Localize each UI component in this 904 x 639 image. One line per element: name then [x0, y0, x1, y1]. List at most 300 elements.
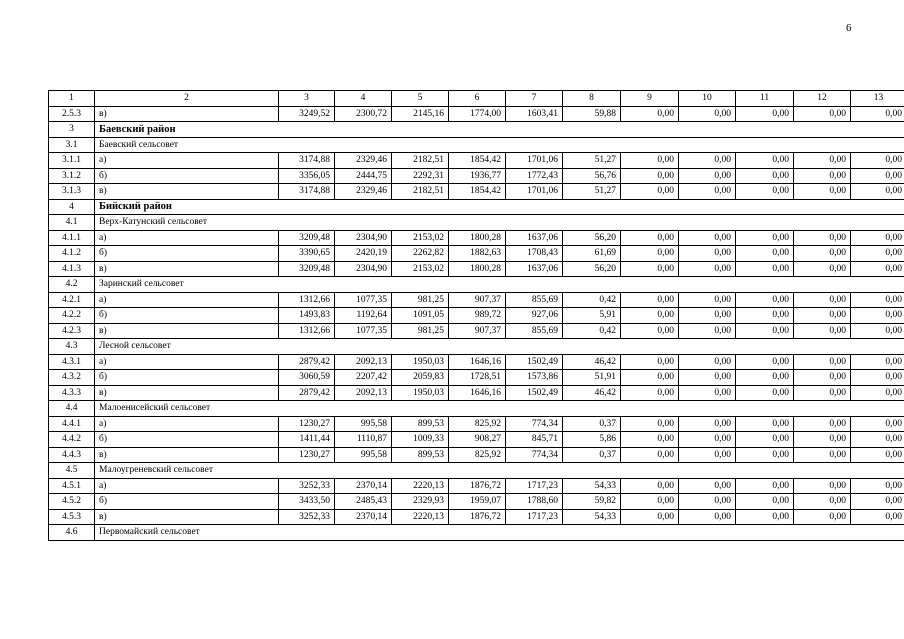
row-label-cell: а)	[95, 292, 279, 308]
value-cell: 2879,42	[279, 385, 335, 401]
value-cell: 0,00	[621, 509, 679, 525]
value-cell: 3390,65	[279, 246, 335, 262]
value-cell: 0,00	[679, 323, 736, 339]
value-cell: 1788,60	[506, 494, 563, 510]
value-cell: 0,00	[794, 509, 851, 525]
value-cell: 0,00	[851, 323, 904, 339]
value-cell: 0,00	[794, 292, 851, 308]
column-number-cell: 1	[49, 91, 95, 107]
value-cell: 1091,05	[392, 308, 449, 324]
value-cell: 2485,43	[335, 494, 392, 510]
value-cell: 1573,86	[506, 370, 563, 386]
council-row	[49, 277, 904, 293]
value-cell: 2329,93	[392, 494, 449, 510]
value-cell: 0,00	[851, 168, 904, 184]
value-cell: 927,06	[506, 308, 563, 324]
value-cell: 3174,88	[279, 184, 335, 200]
row-code-cell: 4.5	[49, 463, 95, 479]
column-number-cell: 13	[851, 91, 904, 107]
value-cell: 1646,16	[449, 385, 506, 401]
value-cell: 981,25	[392, 323, 449, 339]
row-code-cell: 4.2.1	[49, 292, 95, 308]
value-cell: 825,92	[449, 416, 506, 432]
value-cell: 2304,90	[335, 230, 392, 246]
value-cell: 0,42	[563, 292, 621, 308]
row-label-cell: а)	[95, 354, 279, 370]
value-cell: 0,00	[851, 432, 904, 448]
value-cell: 2182,51	[392, 184, 449, 200]
value-cell: 1502,49	[506, 354, 563, 370]
value-cell: 54,33	[563, 478, 621, 494]
value-cell: 0,37	[563, 447, 621, 463]
value-cell: 1717,23	[506, 478, 563, 494]
value-cell: 1854,42	[449, 184, 506, 200]
value-cell: 51,27	[563, 184, 621, 200]
council-row	[49, 401, 904, 417]
value-cell: 1110,87	[335, 432, 392, 448]
value-cell: 0,00	[736, 354, 794, 370]
value-cell: 1637,06	[506, 261, 563, 277]
value-cell: 0,00	[736, 292, 794, 308]
value-cell: 1959,07	[449, 494, 506, 510]
council-name-cell: Первомайский сельсовет	[95, 525, 904, 541]
value-cell: 855,69	[506, 323, 563, 339]
district-name-cell: Баевский район	[95, 122, 904, 138]
table-row	[49, 106, 904, 122]
table-row	[49, 447, 904, 463]
value-cell: 0,00	[851, 478, 904, 494]
value-cell: 1077,35	[335, 292, 392, 308]
page-number: 6	[846, 22, 852, 34]
value-cell: 899,53	[392, 416, 449, 432]
table-row	[49, 308, 904, 324]
value-cell: 0,00	[794, 323, 851, 339]
row-code-cell: 4.4.1	[49, 416, 95, 432]
value-cell: 0,00	[851, 354, 904, 370]
value-cell: 989,72	[449, 308, 506, 324]
value-cell: 2059,83	[392, 370, 449, 386]
row-code-cell: 3.1	[49, 137, 95, 153]
column-number-cell: 7	[506, 91, 563, 107]
value-cell: 1774,00	[449, 106, 506, 122]
row-label-cell: в)	[95, 385, 279, 401]
value-cell: 845,71	[506, 432, 563, 448]
value-cell: 51,91	[563, 370, 621, 386]
row-label-cell: б)	[95, 168, 279, 184]
column-number-cell: 4	[335, 91, 392, 107]
council-name-cell: Верх-Катунский сельсовет	[95, 215, 904, 231]
district-row	[49, 122, 904, 138]
row-code-cell: 4.3.2	[49, 370, 95, 386]
value-cell: 0,00	[679, 292, 736, 308]
value-cell: 0,00	[851, 385, 904, 401]
table-row	[49, 184, 904, 200]
value-cell: 2420,19	[335, 246, 392, 262]
council-row	[49, 463, 904, 479]
value-cell: 0,00	[621, 478, 679, 494]
value-cell: 0,00	[621, 494, 679, 510]
value-cell: 1708,43	[506, 246, 563, 262]
value-cell: 1637,06	[506, 230, 563, 246]
row-label-cell: в)	[95, 261, 279, 277]
value-cell: 1411,44	[279, 432, 335, 448]
value-cell: 0,42	[563, 323, 621, 339]
value-cell: 0,00	[621, 416, 679, 432]
value-cell: 2879,42	[279, 354, 335, 370]
value-cell: 0,00	[794, 168, 851, 184]
value-cell: 0,00	[679, 168, 736, 184]
row-code-cell: 4.2	[49, 277, 95, 293]
value-cell: 0,00	[794, 370, 851, 386]
value-cell: 0,00	[679, 153, 736, 169]
table-row	[49, 385, 904, 401]
value-cell: 0,00	[621, 106, 679, 122]
value-cell: 3252,33	[279, 509, 335, 525]
value-cell: 0,00	[679, 385, 736, 401]
value-cell: 0,00	[621, 308, 679, 324]
value-cell: 0,00	[679, 106, 736, 122]
value-cell: 0,00	[851, 246, 904, 262]
value-cell: 0,00	[679, 447, 736, 463]
value-cell: 51,27	[563, 153, 621, 169]
value-cell: 981,25	[392, 292, 449, 308]
row-label-cell: а)	[95, 153, 279, 169]
value-cell: 0,00	[851, 230, 904, 246]
council-name-cell: Лесной сельсовет	[95, 339, 904, 355]
row-code-cell: 4.4.3	[49, 447, 95, 463]
column-number-row	[49, 91, 904, 107]
tariff-table	[48, 90, 904, 541]
value-cell: 0,00	[621, 354, 679, 370]
value-cell: 3174,88	[279, 153, 335, 169]
value-cell: 0,00	[851, 370, 904, 386]
value-cell: 0,00	[736, 432, 794, 448]
value-cell: 907,37	[449, 292, 506, 308]
value-cell: 0,00	[621, 184, 679, 200]
column-number-cell: 9	[621, 91, 679, 107]
value-cell: 2220,13	[392, 478, 449, 494]
value-cell: 995,58	[335, 416, 392, 432]
district-row	[49, 199, 904, 215]
table-row	[49, 416, 904, 432]
value-cell: 0,00	[679, 184, 736, 200]
row-code-cell: 4.5.2	[49, 494, 95, 510]
council-name-cell: Малоенисейский сельсовет	[95, 401, 904, 417]
value-cell: 0,00	[679, 230, 736, 246]
row-code-cell: 4.5.1	[49, 478, 95, 494]
value-cell: 2329,46	[335, 184, 392, 200]
value-cell: 0,00	[621, 385, 679, 401]
column-number-cell: 12	[794, 91, 851, 107]
value-cell: 54,33	[563, 509, 621, 525]
council-row	[49, 339, 904, 355]
value-cell: 0,00	[736, 416, 794, 432]
value-cell: 1800,28	[449, 261, 506, 277]
row-label-cell: б)	[95, 246, 279, 262]
row-code-cell: 2.5.3	[49, 106, 95, 122]
value-cell: 0,00	[794, 153, 851, 169]
value-cell: 0,00	[621, 230, 679, 246]
value-cell: 1936,77	[449, 168, 506, 184]
row-code-cell: 4.5.3	[49, 509, 95, 525]
row-code-cell: 4.4	[49, 401, 95, 417]
value-cell: 1493,83	[279, 308, 335, 324]
value-cell: 3209,48	[279, 230, 335, 246]
value-cell: 0,00	[679, 432, 736, 448]
value-cell: 0,00	[794, 478, 851, 494]
value-cell: 907,37	[449, 323, 506, 339]
value-cell: 0,00	[679, 308, 736, 324]
value-cell: 0,00	[736, 370, 794, 386]
row-code-cell: 4.4.2	[49, 432, 95, 448]
row-label-cell: б)	[95, 494, 279, 510]
row-label-cell: а)	[95, 230, 279, 246]
value-cell: 0,00	[794, 184, 851, 200]
value-cell: 0,00	[851, 153, 904, 169]
value-cell: 3060,59	[279, 370, 335, 386]
council-name-cell: Малоугреневский сельсовет	[95, 463, 904, 479]
value-cell: 0,00	[736, 106, 794, 122]
value-cell: 0,00	[736, 246, 794, 262]
value-cell: 0,00	[736, 509, 794, 525]
value-cell: 1876,72	[449, 478, 506, 494]
value-cell: 0,00	[736, 153, 794, 169]
table-row	[49, 478, 904, 494]
value-cell: 0,00	[621, 153, 679, 169]
council-row	[49, 215, 904, 231]
value-cell: 2300,72	[335, 106, 392, 122]
value-cell: 0,00	[851, 106, 904, 122]
value-cell: 0,00	[794, 246, 851, 262]
row-label-cell: в)	[95, 106, 279, 122]
column-number-cell: 6	[449, 91, 506, 107]
table-row	[49, 354, 904, 370]
value-cell: 1701,06	[506, 184, 563, 200]
row-code-cell: 3.1.3	[49, 184, 95, 200]
value-cell: 1009,33	[392, 432, 449, 448]
value-cell: 0,00	[736, 184, 794, 200]
value-cell: 0,00	[851, 494, 904, 510]
value-cell: 0,00	[679, 354, 736, 370]
district-name-cell: Бийский район	[95, 199, 904, 215]
value-cell: 56,20	[563, 230, 621, 246]
value-cell: 0,00	[794, 385, 851, 401]
value-cell: 1800,28	[449, 230, 506, 246]
value-cell: 59,88	[563, 106, 621, 122]
table-body	[49, 91, 904, 541]
value-cell: 0,00	[794, 354, 851, 370]
column-number-cell: 10	[679, 91, 736, 107]
value-cell: 2370,14	[335, 509, 392, 525]
value-cell: 0,00	[621, 292, 679, 308]
value-cell: 0,00	[794, 308, 851, 324]
value-cell: 0,00	[621, 447, 679, 463]
row-code-cell: 3.1.2	[49, 168, 95, 184]
value-cell: 1502,49	[506, 385, 563, 401]
value-cell: 825,92	[449, 447, 506, 463]
column-number-cell: 8	[563, 91, 621, 107]
value-cell: 0,00	[621, 246, 679, 262]
table-row	[49, 261, 904, 277]
value-cell: 0,00	[679, 509, 736, 525]
value-cell: 0,00	[621, 432, 679, 448]
value-cell: 0,00	[794, 106, 851, 122]
value-cell: 899,53	[392, 447, 449, 463]
value-cell: 2153,02	[392, 230, 449, 246]
value-cell: 0,00	[851, 447, 904, 463]
row-code-cell: 4.1.2	[49, 246, 95, 262]
row-label-cell: б)	[95, 308, 279, 324]
row-code-cell: 4.2.2	[49, 308, 95, 324]
value-cell: 2092,13	[335, 354, 392, 370]
value-cell: 0,00	[851, 184, 904, 200]
value-cell: 61,69	[563, 246, 621, 262]
row-code-cell: 4.6	[49, 525, 95, 541]
table-row	[49, 509, 904, 525]
value-cell: 2444,75	[335, 168, 392, 184]
value-cell: 0,00	[736, 385, 794, 401]
row-code-cell: 4.3.3	[49, 385, 95, 401]
value-cell: 0,00	[621, 370, 679, 386]
value-cell: 0,00	[851, 308, 904, 324]
row-code-cell: 4.1.1	[49, 230, 95, 246]
value-cell: 3356,05	[279, 168, 335, 184]
value-cell: 3252,33	[279, 478, 335, 494]
column-number-cell: 2	[95, 91, 279, 107]
value-cell: 3249,52	[279, 106, 335, 122]
row-label-cell: б)	[95, 370, 279, 386]
value-cell: 1728,51	[449, 370, 506, 386]
value-cell: 2145,16	[392, 106, 449, 122]
value-cell: 0,00	[621, 261, 679, 277]
value-cell: 0,00	[679, 494, 736, 510]
value-cell: 855,69	[506, 292, 563, 308]
value-cell: 2262,82	[392, 246, 449, 262]
value-cell: 1230,27	[279, 416, 335, 432]
value-cell: 2329,46	[335, 153, 392, 169]
row-label-cell: в)	[95, 447, 279, 463]
value-cell: 0,00	[736, 447, 794, 463]
value-cell: 2207,42	[335, 370, 392, 386]
value-cell: 56,76	[563, 168, 621, 184]
table-row	[49, 292, 904, 308]
value-cell: 0,00	[679, 246, 736, 262]
value-cell: 0,00	[621, 168, 679, 184]
value-cell: 0,00	[736, 168, 794, 184]
value-cell: 0,00	[794, 494, 851, 510]
value-cell: 0,00	[736, 230, 794, 246]
value-cell: 1701,06	[506, 153, 563, 169]
value-cell: 2220,13	[392, 509, 449, 525]
value-cell: 0,00	[794, 230, 851, 246]
value-cell: 1772,43	[506, 168, 563, 184]
value-cell: 0,00	[736, 308, 794, 324]
value-cell: 0,00	[736, 261, 794, 277]
row-code-cell: 4.3	[49, 339, 95, 355]
council-name-cell: Заринский сельсовет	[95, 277, 904, 293]
value-cell: 3433,50	[279, 494, 335, 510]
value-cell: 0,00	[736, 494, 794, 510]
value-cell: 2304,90	[335, 261, 392, 277]
council-row	[49, 137, 904, 153]
value-cell: 0,00	[851, 292, 904, 308]
value-cell: 0,00	[679, 416, 736, 432]
value-cell: 1854,42	[449, 153, 506, 169]
value-cell: 0,00	[736, 323, 794, 339]
value-cell: 1312,66	[279, 292, 335, 308]
value-cell: 0,00	[851, 509, 904, 525]
table-row	[49, 432, 904, 448]
value-cell: 0,00	[794, 416, 851, 432]
value-cell: 1882,63	[449, 246, 506, 262]
value-cell: 59,82	[563, 494, 621, 510]
row-label-cell: в)	[95, 509, 279, 525]
row-code-cell: 3	[49, 122, 95, 138]
table-row	[49, 230, 904, 246]
row-code-cell: 4.2.3	[49, 323, 95, 339]
value-cell: 0,00	[794, 432, 851, 448]
value-cell: 1230,27	[279, 447, 335, 463]
value-cell: 46,42	[563, 385, 621, 401]
table-row	[49, 168, 904, 184]
value-cell: 2370,14	[335, 478, 392, 494]
value-cell: 56,20	[563, 261, 621, 277]
value-cell: 2182,51	[392, 153, 449, 169]
value-cell: 0,00	[679, 370, 736, 386]
row-code-cell: 4.1	[49, 215, 95, 231]
value-cell: 0,00	[794, 447, 851, 463]
value-cell: 1192,64	[335, 308, 392, 324]
table-row	[49, 246, 904, 262]
value-cell: 5,86	[563, 432, 621, 448]
value-cell: 995,58	[335, 447, 392, 463]
value-cell: 3209,48	[279, 261, 335, 277]
column-number-cell: 11	[736, 91, 794, 107]
value-cell: 774,34	[506, 447, 563, 463]
row-code-cell: 3.1.1	[49, 153, 95, 169]
value-cell: 1876,72	[449, 509, 506, 525]
row-label-cell: в)	[95, 184, 279, 200]
value-cell: 2092,13	[335, 385, 392, 401]
value-cell: 908,27	[449, 432, 506, 448]
value-cell: 1950,03	[392, 385, 449, 401]
row-code-cell: 4.1.3	[49, 261, 95, 277]
value-cell: 1603,41	[506, 106, 563, 122]
row-code-cell: 4.3.1	[49, 354, 95, 370]
value-cell: 0,00	[851, 416, 904, 432]
council-row	[49, 525, 904, 541]
table-row	[49, 370, 904, 386]
value-cell: 2153,02	[392, 261, 449, 277]
value-cell: 1717,23	[506, 509, 563, 525]
value-cell: 0,00	[736, 478, 794, 494]
value-cell: 0,37	[563, 416, 621, 432]
value-cell: 5,91	[563, 308, 621, 324]
value-cell: 0,00	[794, 261, 851, 277]
column-number-cell: 3	[279, 91, 335, 107]
row-label-cell: б)	[95, 432, 279, 448]
table-row	[49, 323, 904, 339]
table-row	[49, 153, 904, 169]
column-number-cell: 5	[392, 91, 449, 107]
value-cell: 46,42	[563, 354, 621, 370]
row-label-cell: в)	[95, 323, 279, 339]
value-cell: 0,00	[851, 261, 904, 277]
value-cell: 1077,35	[335, 323, 392, 339]
value-cell: 774,34	[506, 416, 563, 432]
row-label-cell: а)	[95, 416, 279, 432]
value-cell: 1950,03	[392, 354, 449, 370]
